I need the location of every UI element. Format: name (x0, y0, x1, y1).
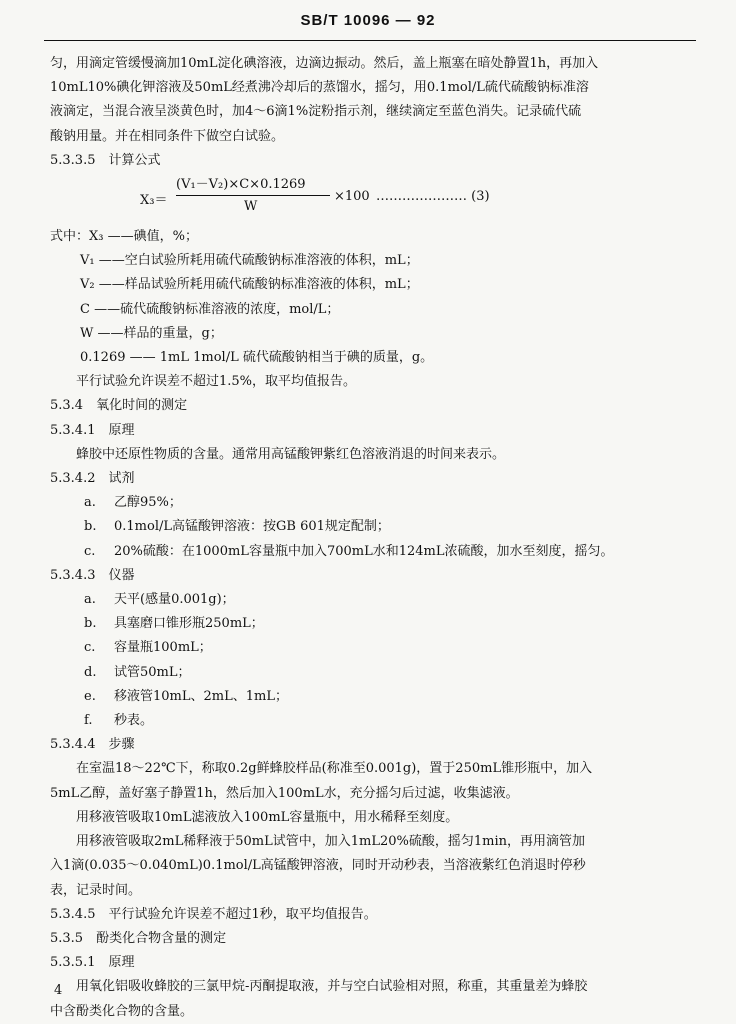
line-text: 天平(感量0.001g)； (114, 592, 235, 608)
iodine-value-formula (140, 173, 698, 225)
list-label: c. (84, 640, 96, 656)
text-line (50, 709, 698, 733)
text-line (50, 149, 698, 173)
text-line (50, 782, 698, 806)
text-line (50, 76, 698, 100)
line-text: 式中：X₃ ——碘值，%； (50, 229, 198, 245)
line-text: 蜂胶中还原性物质的含量。通常用高锰酸钾紫红色溶液消退的时间来表示。 (76, 446, 506, 462)
text-line (50, 419, 698, 443)
line-text: 平行试验允许误差不超过1.5%，取平均值报告。 (76, 374, 357, 390)
text-line (50, 564, 698, 588)
text-line (50, 346, 698, 370)
line-text: 20%硫酸：在1000mL容量瓶中加入700mL水和124mL浓硫酸，加水至刻度，摇匀。 (114, 543, 614, 559)
list-label: b. (84, 519, 97, 535)
text-line (50, 733, 698, 757)
standard-number-header: SB/T 10096 — 92 (300, 12, 436, 29)
text-line (50, 540, 698, 564)
text-line (50, 52, 698, 76)
line-text: 用移液管吸取2mL稀释液于50mL试管中，加入1mL20%硫酸，摇匀1min，再用滴管加 (76, 834, 585, 850)
line-text: 乙醇95%； (114, 495, 182, 511)
text-line (50, 830, 698, 854)
text-line (50, 125, 698, 149)
line-text: 表，记录时间。 (50, 882, 142, 898)
text-line (50, 951, 698, 975)
line-text: 5.3.4.5 平行试验允许误差不超过1秒，取平均值报告。 (50, 906, 377, 922)
line-text: 5mL乙醇，盖好塞子静置1h，然后加入100mL水，充分摇匀后过滤，收集滤液。 (50, 785, 519, 801)
text-line (50, 975, 698, 999)
text-line (50, 1000, 698, 1024)
header-rule (44, 40, 696, 41)
line-text: 酸钠用量。并在相同条件下做空白试验。 (50, 128, 285, 144)
text-line (50, 249, 698, 273)
line-text: 秒表。 (114, 713, 154, 729)
line-text: 用氧化铝吸收蜂胶的三氯甲烷-丙酮提取液，并与空白试验相对照，称重，其重量差为蜂胶 (76, 979, 588, 995)
text-line (50, 612, 698, 636)
document-body (50, 52, 698, 1024)
text-line (50, 879, 698, 903)
line-text: 匀，用滴定管缓慢滴加10mL淀化碘溶液，边滴边振动。然后，盖上瓶塞在暗处静置1h，再加入 (50, 56, 599, 71)
line-text: 5.3.5 酚类化合物含量的测定 (50, 930, 227, 946)
line-text: W ——样品的重量，g； (80, 325, 223, 341)
line-text: 中含酚类化合物的含量。 (50, 1003, 194, 1019)
text-line (50, 685, 698, 709)
line-text: V₁ ——空白试验所耗用硫代硫酸钠标准溶液的体积，mL； (80, 253, 419, 269)
line-text: 5.3.4 氧化时间的测定 (50, 398, 188, 414)
line-text: 用移液管吸取10mL滤液放入100mL容量瓶中，用水稀释至刻度。 (76, 809, 459, 825)
text-line (50, 927, 698, 951)
text-line (50, 636, 698, 660)
line-text: 0.1269 —— 1mL 1mol/L 硫代硫酸钠相当于碘的质量，g。 (80, 350, 434, 366)
paragraph-block-2 (50, 225, 698, 1024)
line-text: 0.1mol/L高锰酸钾溶液：按GB 601规定配制； (114, 519, 390, 535)
line-text: 5.3.3.5 计算公式 (50, 152, 161, 168)
text-line (50, 322, 698, 346)
text-line (50, 515, 698, 539)
line-text: 5.3.4.4 步骤 (50, 737, 135, 753)
line-text: 5.3.4.2 试剂 (50, 471, 135, 487)
line-text: 入1滴(0.035～0.040mL)0.1mol/L高锰酸钾溶液，同时开动秒表，当溶液紫红色消退时停秒 (50, 858, 586, 874)
line-text: 具塞磨口锥形瓶250mL； (114, 616, 264, 632)
text-line (50, 806, 698, 830)
text-line (50, 298, 698, 322)
line-text: 5.3.4.1 原理 (50, 422, 135, 438)
line-text: V₂ ——样品试验所耗用硫代硫酸钠标准溶液的体积，mL； (80, 277, 419, 293)
text-line (50, 661, 698, 685)
text-line (50, 588, 698, 612)
list-label: c. (84, 543, 96, 559)
line-text: 在室温18～22℃下，称取0.2g鲜蜂胶样品(称准至0.001g)，置于250mL锥形瓶中，加入 (76, 761, 593, 777)
paragraph-block-1 (50, 52, 698, 173)
line-text: 试管50mL； (114, 664, 191, 680)
line-text: 容量瓶100mL； (114, 640, 212, 656)
list-label: a. (84, 592, 96, 608)
page-number: 4 (54, 983, 63, 998)
text-line (50, 854, 698, 878)
line-text: 移液管10mL、2mL、1mL； (114, 688, 288, 704)
text-line (50, 443, 698, 467)
list-label: f. (84, 713, 93, 729)
text-line (50, 394, 698, 418)
list-label: a. (84, 495, 96, 511)
line-text: 10mL10%碘化钾溶液及50mL经煮沸冷却后的蒸馏水，摇匀，用0.1mol/L硫代硫酸钠标准溶 (50, 80, 589, 96)
formula-rhs: ×100 (334, 189, 370, 205)
line-text: 液滴定，当混合液呈淡黄色时，加4～6滴1%淀粉指示剂，继续滴定至蓝色消失。记录硫代硫 (50, 104, 582, 120)
text-line (50, 491, 698, 515)
line-text: 5.3.5.1 原理 (50, 955, 135, 971)
text-line (50, 370, 698, 394)
text-line (50, 757, 698, 781)
line-text: C ——硫代硫酸钠标准溶液的浓度，mol/L； (80, 301, 340, 317)
text-line (50, 467, 698, 491)
list-label: b. (84, 616, 97, 632)
list-label: d. (84, 664, 97, 680)
text-line (50, 225, 698, 249)
formula-numerator: (V₁－V₂)×C×0.1269 (176, 177, 306, 193)
text-line (50, 903, 698, 927)
text-line (50, 273, 698, 297)
line-text: 5.3.4.3 仪器 (50, 567, 135, 583)
formula-lhs: X₃＝ (140, 193, 168, 209)
equation-number: ………………… (3) (376, 189, 490, 205)
formula-denominator: W (244, 199, 258, 215)
text-line (50, 100, 698, 124)
list-label: e. (84, 688, 96, 704)
